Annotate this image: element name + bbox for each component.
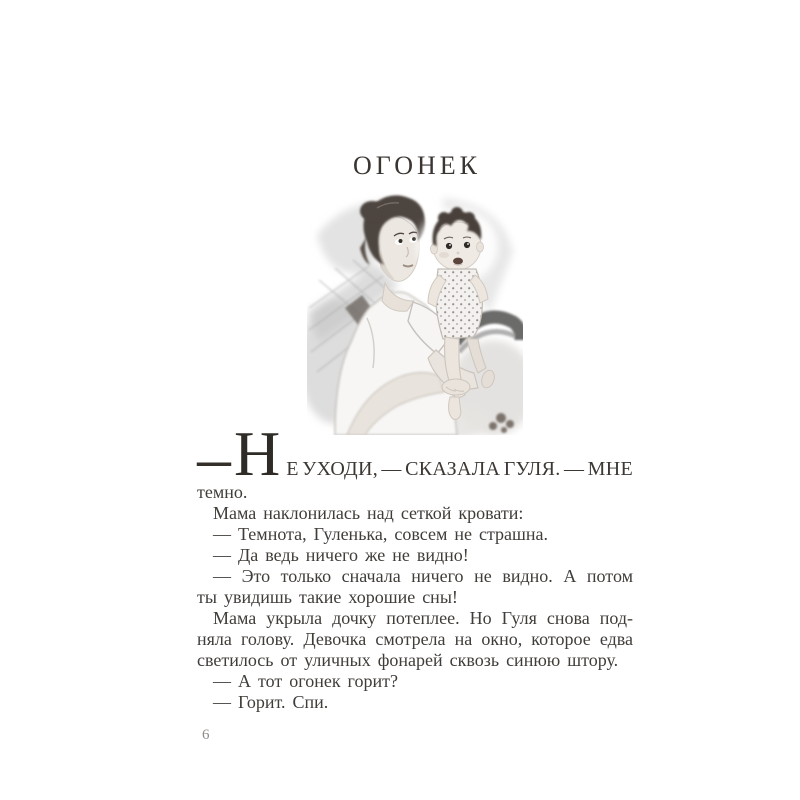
opening-word: МНЕ	[587, 458, 633, 480]
opening-first-line	[286, 459, 633, 479]
text-line: ты увидишь такие хорошие сны!	[197, 587, 458, 607]
opening-word: —	[381, 458, 402, 480]
page-number: 6	[202, 727, 210, 743]
paragraph	[197, 671, 633, 692]
paragraph	[197, 503, 633, 524]
text-line: няла голову. Девочка смотрела на окно, которое едва	[197, 629, 633, 649]
illustration-mother-and-child	[307, 190, 523, 435]
paragraph	[197, 566, 633, 608]
text-line: — Да ведь ничего же не видно!	[213, 545, 469, 565]
opening-paragraph	[197, 418, 633, 489]
text-line: — А тот огонек горит?	[213, 671, 398, 691]
story-text	[197, 418, 633, 713]
opening-word: —	[563, 458, 585, 480]
opening-word: Е	[286, 458, 299, 480]
paragraph	[197, 524, 633, 545]
paragraphs	[197, 503, 633, 713]
lead-dash: —	[197, 432, 231, 488]
text-line: — Темнота, Гуленька, совсем не страшна.	[213, 524, 549, 544]
text-line: светилось от уличных фонарей сквозь синюю штору.	[197, 650, 619, 670]
text-line: Мама укрыла дочку потеплее. Но Гуля снова под-	[213, 608, 633, 628]
text-line: — Это только сначала ничего не видно. А потом	[213, 566, 633, 586]
mother-and-child-drawing	[307, 190, 523, 435]
paragraph	[197, 608, 633, 671]
opening-word: ГУЛЯ.	[503, 458, 561, 480]
opening-word: УХОДИ,	[302, 458, 379, 480]
opening-word: СКАЗАЛА	[405, 458, 501, 480]
text-line: Мама наклонилась над сеткой кровати:	[213, 503, 524, 523]
chapter-title: ОГОНЕК	[353, 151, 481, 180]
paragraph	[197, 692, 633, 713]
opening-second-line: темно.	[197, 482, 248, 502]
paragraph	[197, 545, 633, 566]
text-line: — Горит. Спи.	[213, 692, 329, 712]
drop-cap: Н	[234, 418, 281, 489]
